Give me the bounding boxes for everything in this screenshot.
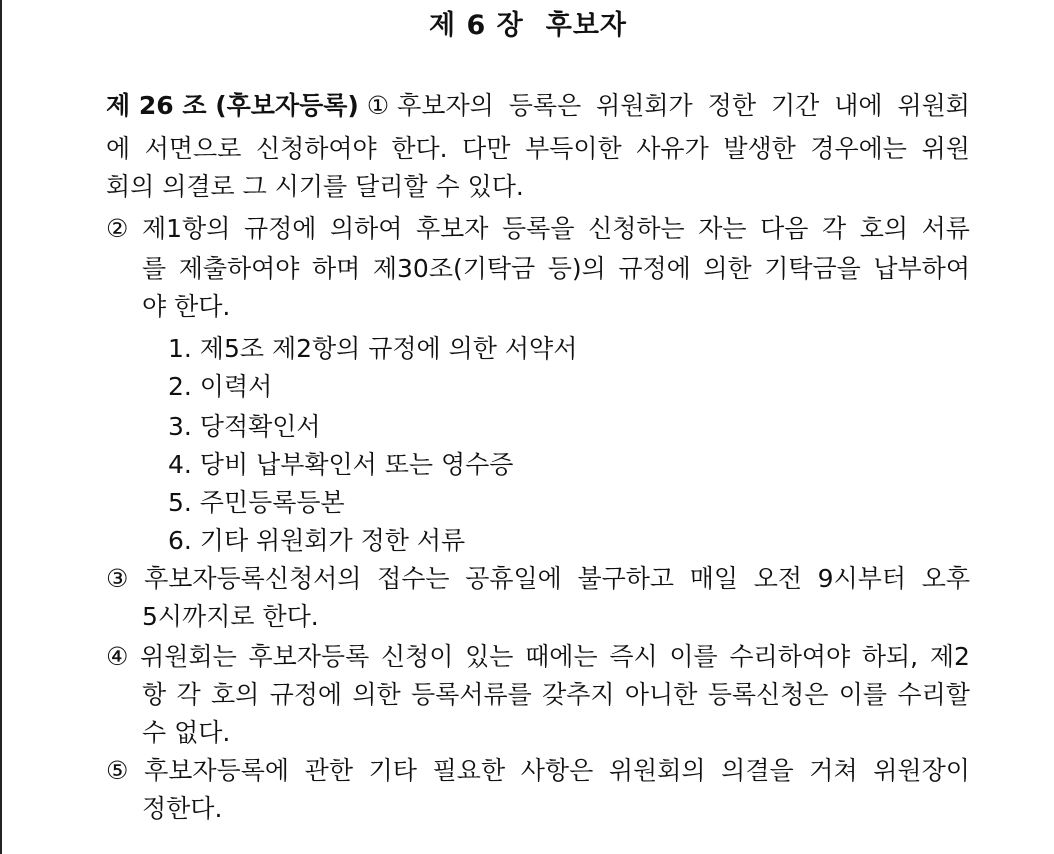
paragraph-5-line-2: 정한다. [142,794,223,823]
paragraph-2-line-1: ② 제1항의 규정에 의하여 후보자 등록을 신청하는 자는 다음 각 호의 서류 [106,214,970,243]
chapter-title [2,6,1054,46]
paragraph-2-line-2: 를 제출하여야 하며 제30조(기탁금 등)의 규정에 의한 기탁금을 납부하여 [142,254,970,283]
article-heading: 제 26 조 (후보자등록) [106,91,359,120]
paragraph-3-line-1: ③ 후보자등록신청서의 접수는 공휴일에 불구하고 매일 오전 9시부터 오후 [106,564,970,593]
list-item: 1. 제5조 제2항의 규정에 의한 서약서 [168,334,578,363]
list-item: 5. 주민등록등본 [168,488,345,517]
list-item: 4. 당비 납부확인서 또는 영수증 [168,450,514,479]
paragraph-4-line-3: 수 없다. [142,718,231,747]
list-item: 3. 당적확인서 [168,412,321,441]
paragraph-1-marker: ① [366,91,390,120]
paragraph-5-line-1: ⑤ 후보자등록에 관한 기타 필요한 사항은 위원회의 의결을 거쳐 위원장이 [106,756,970,785]
chapter-name: 후보자 [545,10,627,41]
paragraph-1-line-2: 에 서면으로 신청하여야 한다. 다만 부득이한 사유가 발생한 경우에는 위원 [106,134,970,163]
paragraph-1-line-3: 회의 의결로 그 시기를 달리할 수 있다. [106,172,524,201]
list-item: 2. 이력서 [168,372,273,401]
paragraph-4-line-2: 항 각 호의 규정에 의한 등록서류를 갖추지 아니한 등록신청은 이를 수리할 [142,680,970,709]
chapter-number: 제 6 장 [428,10,524,41]
paragraph-4-line-1: ④ 위원회는 후보자등록 신청이 있는 때에는 즉시 이를 수리하여야 하되, 제2 [106,642,970,671]
paragraph-2-line-3: 야 한다. [142,292,231,321]
article-26-line-1 [106,87,970,124]
paragraph-1-line-1-text: 후보자의 등록은 위원회가 정한 기간 내에 위원회 [397,91,970,120]
paragraph-3-line-2: 5시까지로 한다. [142,602,319,631]
list-item: 6. 기타 위원회가 정한 서류 [168,526,466,555]
